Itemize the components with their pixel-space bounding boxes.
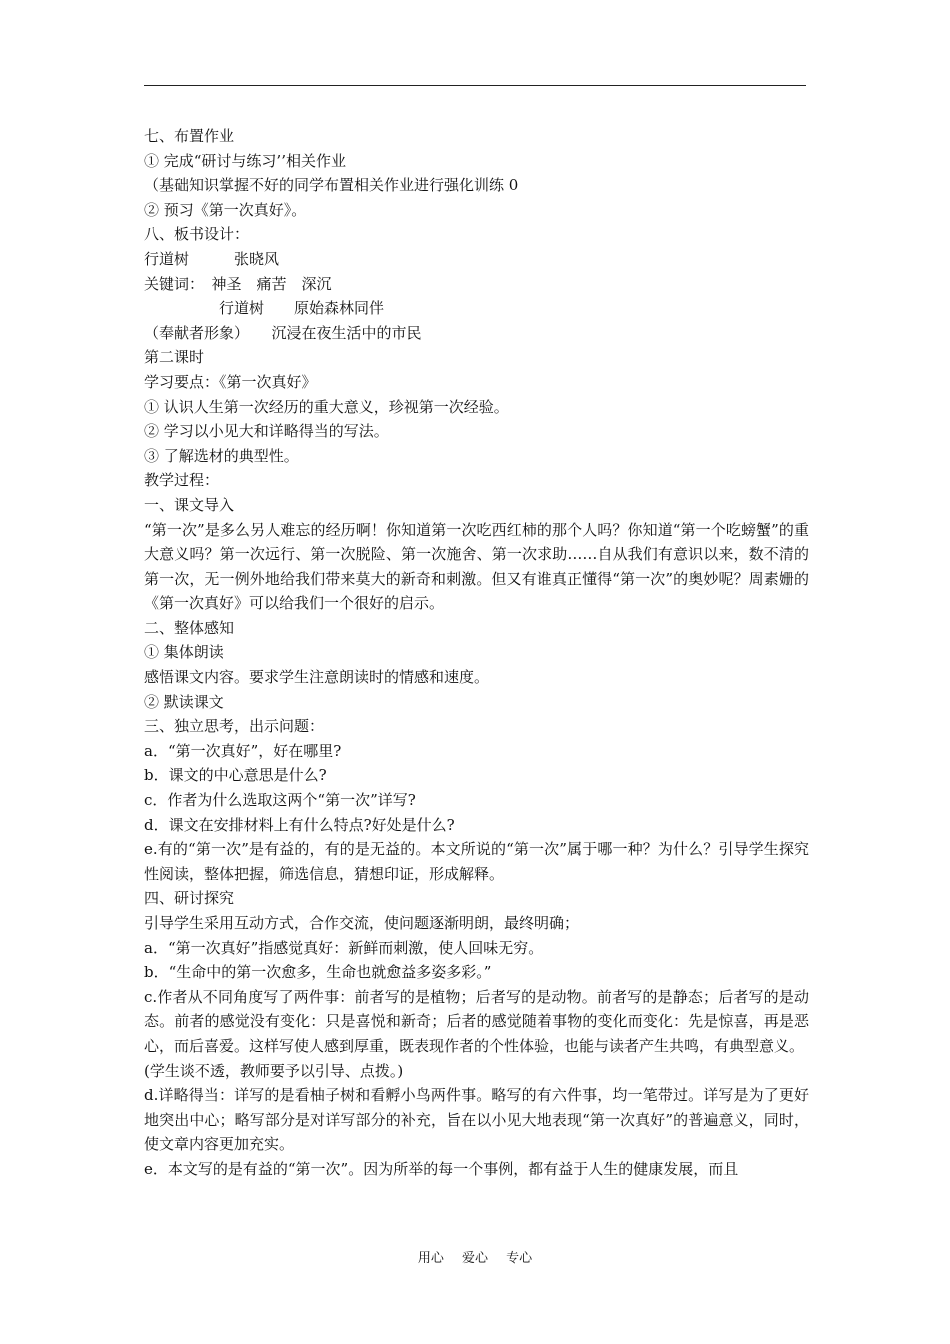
answer-e: e．本文写的是有益的“第一次”。因为所举的每一个事例，都有益于人生的健康发展，而且 bbox=[144, 1159, 739, 1178]
text-line: 八、板书设计： bbox=[144, 225, 250, 244]
answer-b: b．“生命中的第一次愈多，生命也就愈益多姿多彩。” bbox=[144, 963, 492, 982]
text-line: ① 集体朗读 bbox=[144, 643, 224, 662]
text-line: 关键词： 神圣 痛苦 深沉 bbox=[144, 274, 332, 293]
question-c: c．作者为什么选取这两个“第一次”详写? bbox=[144, 791, 416, 810]
text-line: 引导学生采用互动方式，合作交流，使问题逐渐明朗，最终明确； bbox=[144, 914, 580, 932]
question-d: d．课文在安排材料上有什么特点?好处是什么? bbox=[144, 815, 455, 834]
text-line: ② 学习以小见大和详略得当的写法。 bbox=[144, 422, 389, 441]
text-line: 行道树 原始森林同伴 bbox=[144, 299, 385, 318]
answer-a: a．“第一次真好”指感觉真好：新鲜而刺激，使人回味无穷。 bbox=[144, 938, 544, 957]
text-line: ① 完成“研讨与练习’’相关作业 bbox=[144, 151, 346, 170]
text-line: ③ 了解选材的典型性。 bbox=[144, 446, 299, 465]
page-footer: 用心 爱心 专心 bbox=[417, 1251, 533, 1266]
text-line: 二、整体感知 bbox=[144, 618, 235, 637]
text-line: （奉献者形象） 沉浸在夜生活中的市民 bbox=[144, 323, 422, 342]
intro-paragraph: “第一次”是多么另人难忘的经历啊！你知道第一次吃西红柿的那个人吗？你知道“第一个吃螃蟹”的重大意义吗？第一次远行、第一次脱险、第一次施舍、第一次求助……自从我们有意识以来，数不清的第一次，无一例外地给我们带来莫大的新奇和刺激。但又有谁真正懂得“第一次”的奥妙呢？周素姗的《第一次真好》可以给我们一个很好的启示。 bbox=[144, 520, 809, 613]
text-line: 学习要点：《第一次真好》 bbox=[144, 372, 317, 391]
text-line: 四、研讨探究 bbox=[144, 889, 235, 908]
question-a: a．“第一次真好”，好在哪里? bbox=[144, 741, 342, 760]
answer-c: c.作者从不同角度写了两件事：前者写的是植物；后者写的是动物。前者写的是静态；后者写的是动态。前者的感觉没有变化：只是喜悦和新奇；后者的感觉随着事物的变化而变化：先是惊喜，再是恶心，而后喜爱。这样写使人感到厚重，既表现作者的个性体验，也能与读者产生共鸣，有典型意义。 bbox=[144, 987, 809, 1055]
text-line: ② 预习《第一次真好》。 bbox=[144, 200, 307, 219]
text-line: 感悟课文内容。要求学生注意朗读时的情感和速度。 bbox=[144, 668, 490, 687]
text-line: 七、布置作业 bbox=[144, 127, 235, 145]
text-line: （基础知识掌握不好的同学布置相关作业进行强化训练 0 bbox=[144, 176, 519, 195]
question-b: b．课文的中心意思是什么? bbox=[144, 766, 327, 785]
text-line: ② 默读课文 bbox=[144, 692, 224, 711]
text-line: 第二课时 bbox=[144, 348, 205, 367]
document-body bbox=[144, 124, 809, 1182]
answer-d: d.详略得当：详写的是看柚子树和看孵小鸟两件事。略写的有六件事，均一笔带过。详写是为了更好地突出中心；略写部分是对详写部分的补充，旨在以小见大地表现“第一次真好”的普遍意义，同时，使文章内容更加充实。 bbox=[144, 1086, 809, 1154]
text-line: 教学过程： bbox=[144, 471, 220, 490]
text-line: ① 认识人生第一次经历的重大意义，珍视第一次经验。 bbox=[144, 397, 509, 416]
teacher-note: (学生谈不透，教师要予以引导、点拨。) bbox=[144, 1061, 404, 1080]
text-line: 三、独立思考，出示问题： bbox=[144, 717, 325, 736]
text-line: 行道树 张晓风 bbox=[144, 249, 280, 268]
header-rule bbox=[144, 85, 806, 86]
question-e: e.有的“第一次”是有益的，有的是无益的。本文所说的“第一次”属于哪一种？为什么？引导学生探究性阅读，整体把握，筛选信息，猜想印证，形成解释。 bbox=[144, 840, 809, 883]
text-line: 一、课文导入 bbox=[144, 495, 235, 514]
